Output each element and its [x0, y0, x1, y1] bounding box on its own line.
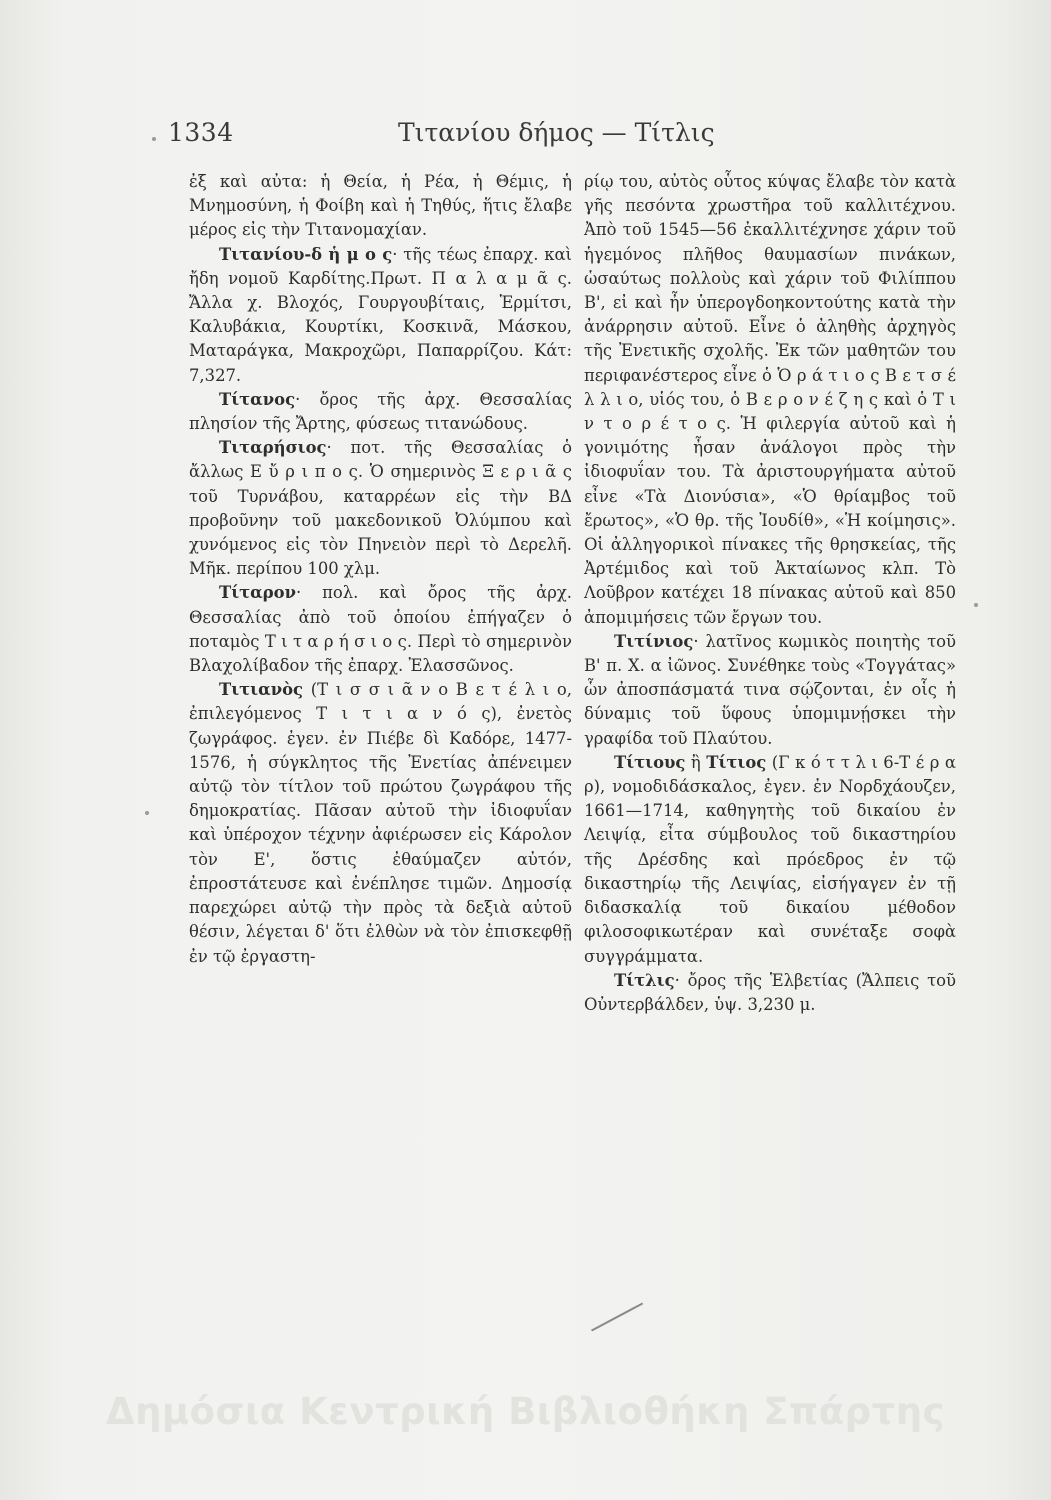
entry-text: · τῆς τέως ἐπαρχ. καὶ ἤδη νομοῦ Καρδίτης.Πρωτ. Π α λ α μ ᾶ ς. Ἄλλα χ. Βλοχός, Γουργουβίταις, Ἑρμίτσι, Καλυβάκια, Κουρτίκι, Κοσκινᾶ, Μάσκου, Ματαράγκα, Μακροχῶρι, Παπαρρίζου. Κάτ: 7,327.	[189, 244, 572, 385]
entry-text: ρίῳ του, αὐτὸς οὗτος κύψας ἔλαβε τὸν κατὰ γῆς πεσόντα χρωστῆρα τοῦ καλλιτέχνου. Ἀπὸ τοῦ 1545—56 ἐκαλλιτέχνησε χάριν τοῦ ἡγεμόνος πλῆθος θαυμασίων πινάκων, ὡσαύτως πολλοὺς καὶ χάριν τοῦ Φιλίππου Β', εἰ καὶ ἦν ὑπερογδοηκοντούτης κατὰ τὴν ἀνάρρησιν αὐτοῦ. Εἶνε ὁ ἀληθὴς ἀρχηγὸς τῆς Ἐνετικῆς σχολῆς. Ἐκ τῶν μαθητῶν του περιφανέστερος εἶνε ὁ Ὁ ρ ά τ ι ο ς Β ε τ σ έ λ λ ι ο, υἱός του, ὁ Β ε ρ ο ν έ ζ η ς καὶ ὁ Τ ι ν τ ο ρ έ τ ο ς. Ἡ φιλεργία αὐτοῦ καὶ ἡ γονιμότης ἦσαν ἀνάλογοι πρὸς τὴν ἰδιοφυΐαν του. Τὰ ἀριστουργήματα αὐτοῦ εἶνε «Τὰ Διονύσια», «Ὁ θρίαμβος τοῦ ἔρωτος», «Ὁ θρ. τῆς Ἰουδίθ», «Ἡ κοίμησις». Οἱ ἀλληγορικοὶ πίνακες τῆς θρησκείας, τῆς Ἀρτέμιδος καὶ τοῦ Ἀκταίωνος κλπ. Τὸ Λοῦβρον κατέχει 18 πίνακας αὐτοῦ καὶ 850 ἀπομιμήσεις τῶν ἔργων του.	[584, 172, 956, 627]
left-entry-4	[189, 581, 572, 678]
headword-alt: Τίτιος	[706, 752, 767, 772]
headword: Τίταρον	[219, 583, 296, 603]
right-entry-2	[584, 751, 956, 969]
right-entry-1	[584, 630, 956, 751]
library-watermark: Δημόσια Κεντρική Βιβλιοθήκη Σπάρτης	[105, 1390, 946, 1433]
entry-text: · ποτ. τῆς Θεσσαλίας ὁ ἄλλως Ε ὔ ρ ι π ο ς. Ὁ σημερινὸς Ξ ε ρ ι ᾶ ς τοῦ Τυρνάβου, καταρρέων εἰς τὴν ΒΔ προβοῦνην τοῦ μακεδονικοῦ Ὀλύμπου καὶ χυνόμενος εἰς τὸν Πηνειὸν περὶ τὸ Δερελῆ. Μῆκ. περίπου 100 χλμ.	[189, 438, 572, 579]
headword: Τιτανίου-δ ἡ μ ο ς	[219, 244, 393, 264]
entry-text: · πολ. καὶ ὄρος τῆς ἀρχ. Θεσσαλίας ἀπὸ τοῦ ὁποίου ἐπήγαζεν ὁ ποταμὸς Τ ι τ α ρ ή σ ι ο ς. Περὶ τὸ σημερινὸν Βλαχολίβαδον τῆς ἐπαρχ. Ἐλασσῶνος.	[189, 583, 572, 676]
pen-stroke-mark	[591, 1302, 643, 1331]
headword: Τίτιους	[614, 752, 686, 772]
ink-speck	[152, 137, 156, 141]
ink-speck	[145, 811, 149, 815]
ink-speck	[974, 603, 978, 607]
left-entry-2	[189, 388, 572, 436]
right-column	[584, 170, 956, 1017]
headword: Τιταρήσιος	[219, 438, 327, 458]
entry-text: (Γ κ ό τ τ λ ι 6-Τ έ ρ α ρ), νομοδιδάσκαλος, ἐγεν. ἐν Νορδχάουζεν, 1661—1714, καθηγητὴς τοῦ δικαίου ἐν Λειψίᾳ, εἶτα σύμβουλος τοῦ δικαστηρίου τῆς Δρέσδης καὶ πρόεδρος ἐν τῷ δικαστηρίῳ τῆς Λειψίας, εἰσήγαγεν ἐν τῇ διδασκαλίᾳ τοῦ δικαίου μέθοδον φιλοσοφικωτέραν καὶ συνέταξε σοφὰ συγγράμματα.	[584, 752, 956, 966]
left-entry-0	[189, 170, 572, 243]
headword: Τίτανος	[219, 389, 296, 409]
entry-text: · ὄρος τῆς Ἑλβετίας (Ἄλπεις τοῦ Οὐντερβάλδεν, ὑψ. 3,230 μ.	[584, 970, 956, 1014]
right-entry-4	[584, 969, 956, 1017]
left-column	[189, 170, 572, 969]
left-entry-5	[189, 678, 572, 968]
entry-text: ἢ	[685, 752, 707, 772]
entry-text: · ὄρος τῆς ἀρχ. Θεσσαλίας πλησίον τῆς Ἄρτης, φύσεως τιτανώδους.	[189, 389, 572, 434]
running-title: Τιτανίου δήμος — Τίτλις	[398, 118, 715, 147]
headword: Τιτίνιος	[614, 631, 694, 651]
left-entry-3	[189, 436, 572, 581]
headword: Τίτλις	[614, 970, 675, 990]
right-entry-0	[584, 170, 956, 630]
entry-text: (Τ ι σ σ ι ᾶ ν ο Β ε τ έ λ ι ο, ἐπιλεγόμενος Τ ι τ ι α ν ό ς), ἐνετὸς ζωγράφος. ἐγεν. ἐν Πιέβε δὶ Καδόρε, 1477-1576, ἡ σύγκλητος τῆς Ἐνετίας ἀπένειμεν αὐτῷ τὸν τίτλον τοῦ πρώτου ζωγράφου τῆς δημοκρατίας. Πᾶσαν αὐτοῦ τὴν ἰδιοφυΐαν καὶ ὑπέροχον τέχνην ἀφιέρωσεν εἰς Κάρολον τὸν Ε', ὅστις ἐθαύμαζεν αὐτόν, ἐπροστάτευσε καὶ ἐνέπλησε τιμῶν. Δημοσίᾳ παρεχώρει αὐτῷ τὴν πρὸς τὰ δεξιὰ αὐτοῦ θέσιν, λέγεται δ' ὅτι ἐλθὼν νὰ τὸν ἐπισκεφθῇ ἐν τῷ ἐργαστη-	[189, 680, 572, 966]
entry-text: ἐξ καὶ αὐτα: ἡ Θεία, ἡ Ρέα, ἡ Θέμις, ἡ Μνημοσύνη, ἡ Φοίβη καὶ ἡ Τηθύς, ἥτις ἔλαβε μέρος εἰς τὴν Τιτανομαχίαν.	[189, 172, 572, 240]
left-entry-1	[189, 243, 572, 388]
page-number: 1334	[168, 118, 234, 147]
entry-text: · λατῖνος κωμικὸς ποιητὴς τοῦ Β' π. Χ. α ἰῶνος. Συνέθηκε τοὺς «Τογγάτας» ὧν ἀποσπάσματά τινα σῴζονται, ἐν οἷς ἡ δύναμις τοῦ ὕφους ὑπομιμνῄσκει τὴν γραφίδα τοῦ Πλαύτου.	[584, 631, 956, 748]
headword: Τιτιανὸς	[219, 680, 303, 700]
page-header	[168, 118, 768, 158]
